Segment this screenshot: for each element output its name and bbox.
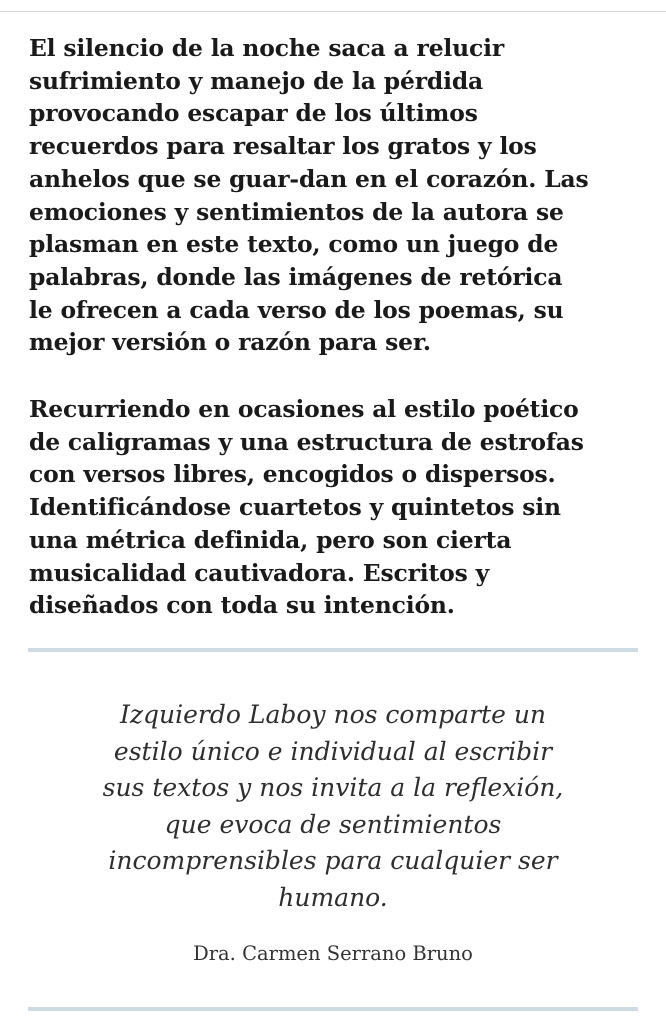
quote-line: Izquierdo Laboy nos comparte un — [119, 700, 547, 729]
paragraph-line: provocando escapar de los últimos — [29, 99, 478, 128]
quote-line: que evoca de sentimientos — [164, 809, 502, 839]
quote-divider-bottom — [28, 1007, 638, 1011]
quote-line: humano. — [278, 882, 388, 912]
paragraph-line: con versos libres, encogidos o dispersos. — [29, 460, 556, 489]
paragraph-2 — [29, 393, 641, 622]
paragraph-line: emociones y sentimientos de la autora se — [29, 197, 564, 226]
paragraph-line: Identificándose cuartetos y quintetos sin — [29, 493, 561, 522]
top-rule — [0, 11, 666, 12]
paragraph-line: una métrica definida, pero son cierta — [29, 525, 512, 554]
quote-divider-top — [28, 648, 638, 652]
paragraph-line: plasman en este texto, como un juego de — [29, 230, 559, 259]
quote-line: estilo único e individual al escribir — [113, 736, 553, 766]
paragraph-line: Recurriendo en ocasiones al estilo poético — [29, 395, 579, 423]
quote-line: incomprensibles para cualquier ser — [108, 846, 558, 876]
paragraph-line: de caligramas y una estructura de estrofas — [29, 427, 584, 456]
paragraph-line: El silencio de la noche saca a relucir — [29, 34, 505, 62]
pull-quote — [28, 697, 638, 917]
paragraph-line: anhelos que se guar-dan en el corazón. Las — [29, 164, 589, 193]
paragraph-line: sufrimiento y manejo de la pérdida — [29, 66, 484, 95]
paragraph-line: mejor versión o razón para ser. — [29, 328, 431, 357]
paragraph-line: le ofrecen a cada verso de los poemas, su — [29, 295, 564, 324]
paragraph-1 — [29, 32, 641, 359]
paragraph-line: palabras, donde las imágenes de retórica — [29, 262, 563, 291]
quote-line: sus textos y nos invita a la reflexión, — [102, 773, 564, 803]
paragraph-line: recuerdos para resaltar los gratos y los — [29, 132, 537, 161]
quote-attribution: Dra. Carmen Serrano Bruno — [193, 942, 473, 965]
paragraph-line: diseñados con toda su intención. — [29, 591, 455, 620]
paragraph-line: musicalidad cautivadora. Escritos y — [29, 558, 490, 587]
